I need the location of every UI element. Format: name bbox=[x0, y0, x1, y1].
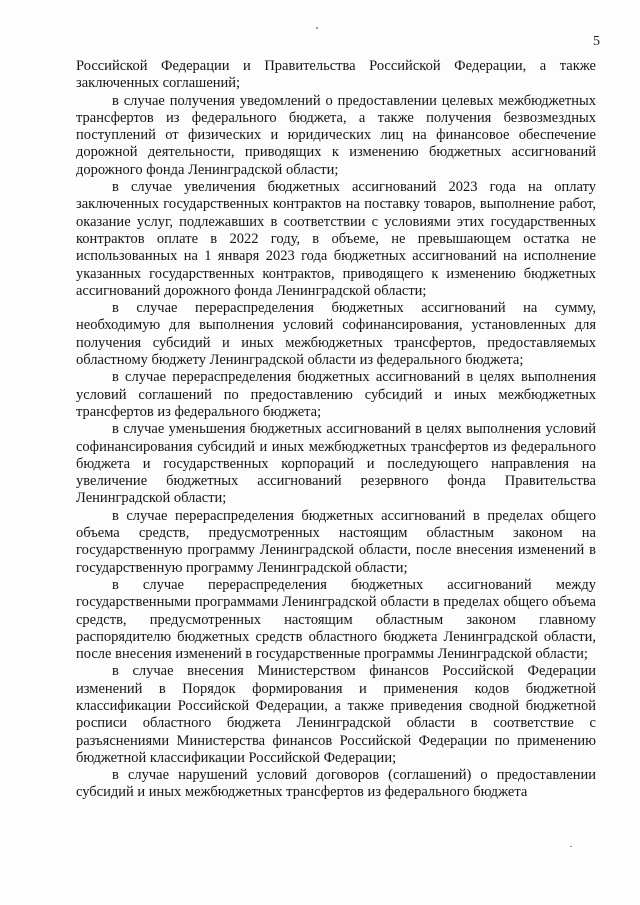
paragraph: в случае перераспределения бюджетных ассигнований на сумму, необходимую для выполнения условий софинансирования, установленных для получения субсидий и иных межбюджетных трансфертов, предоставляемых областному бюджету Ленинградской области из федерального бюджета; bbox=[76, 300, 596, 369]
paragraph: в случае нарушений условий договоров (соглашений) о предоставлении субсидий и иных межбюджетных трансфертов из федерального бюджета bbox=[76, 767, 596, 801]
paragraph: в случае уменьшения бюджетных ассигнований в целях выполнения условий софинансирования субсидий и иных межбюджетных трансфертов из федерального бюджета и государственных корпораций и последующего направления на увеличение бюджетных ассигнований резервного фонда Правительства Ленинградской области; bbox=[76, 421, 596, 507]
body-text bbox=[76, 58, 596, 802]
paragraph: в случае перераспределения бюджетных ассигнований в целях выполнения условий соглашений по предоставлению субсидий и иных межбюджетных трансфертов из федерального бюджета; bbox=[76, 369, 596, 420]
scan-speck bbox=[316, 27, 318, 29]
paragraph: в случае увеличения бюджетных ассигнований 2023 года на оплату заключенных государственных контрактов на поставку товаров, выполнение работ, оказание услуг, подлежавших в соответствии с условиями этих государственных контрактов оплате в 2022 году, в объеме, не превышающем остатка не использованных на 1 января 2023 года бюджетных ассигнований на исполнение указанных государственных контрактов, приводящего к изменению бюджетных ассигнований дорожного фонда Ленинградской области; bbox=[76, 179, 596, 299]
paragraph: в случае перераспределения бюджетных ассигнований в пределах общего объема средств, предусмотренных настоящим областным законом на государственную программу Ленинградской области, после внесения изменений в государственную программу Ленинградской области; bbox=[76, 507, 596, 576]
scan-speck bbox=[570, 846, 572, 847]
paragraph: в случае получения уведомлений о предоставлении целевых межбюджетных трансфертов из федерального бюджета, а также получения безвозмездных поступлений от физических и юридических лиц на финансовое обеспечение дорожной деятельности, приводящих к изменению бюджетных ассигнований дорожного фонда Ленинградской области; bbox=[76, 92, 596, 178]
page-number: 5 bbox=[593, 34, 600, 49]
paragraph-continuation: Российской Федерации и Правительства Российской Федерации, а также заключенных соглашений; bbox=[76, 58, 596, 92]
paragraph: в случае перераспределения бюджетных ассигнований между государственными программами Ленинградской области в пределах общего объема средств, предусмотренных настоящим областным законом главному распорядителю бюджетных средств областного бюджета Ленинградской области, после внесения изменений в государственные программы Ленинградской области; bbox=[76, 576, 596, 663]
paragraph: в случае внесения Министерством финансов Российской Федерации изменений в Порядок формирования и применения кодов бюджетной классификации Российской Федерации, а также приведения сводной бюджетной росписи областного бюджета Ленинградской области в соответствие с разъяснениями Министерства финансов Российской Федерации по применению бюджетной классификации Российской Федерации; bbox=[76, 663, 596, 766]
